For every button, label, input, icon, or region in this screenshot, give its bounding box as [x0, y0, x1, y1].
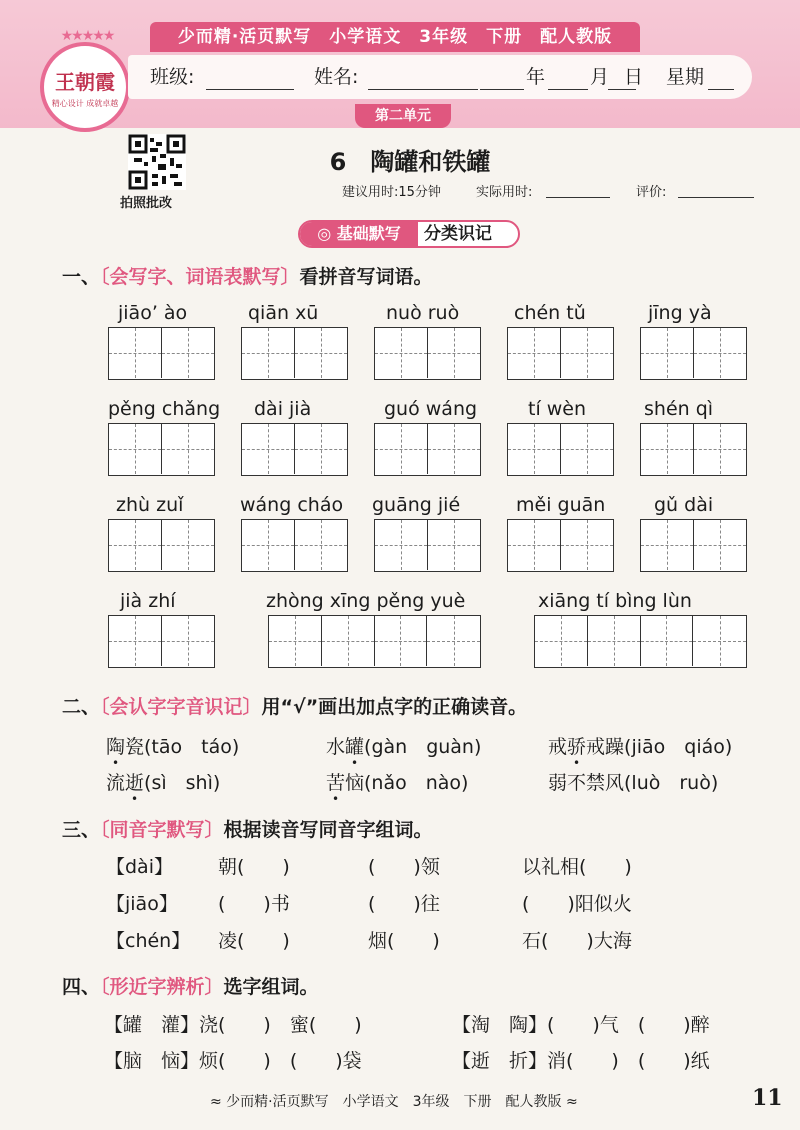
- pinyin: jià zhí: [120, 590, 176, 612]
- q1-heading: [62, 262, 433, 289]
- writing-grid[interactable]: [108, 519, 215, 572]
- lesson-title: 6 陶罐和铁罐: [329, 148, 491, 176]
- q4-tag: 〔形近字辨析〕: [100, 976, 224, 998]
- q4-number: 四、: [62, 976, 101, 998]
- pinyin: gǔ dài: [654, 494, 714, 516]
- pinyin: pěng chǎng: [108, 398, 221, 420]
- homophone-blank[interactable]: ( )往: [368, 893, 440, 915]
- name-field[interactable]: [368, 89, 478, 90]
- writing-grid[interactable]: [507, 423, 614, 476]
- writing-grid[interactable]: [507, 519, 614, 572]
- reading-item[interactable]: 流逝(sì shì): [106, 772, 221, 794]
- writing-grid[interactable]: [534, 615, 747, 668]
- pinyin: dài jià: [254, 398, 312, 420]
- pinyin: qiān xū: [248, 302, 319, 324]
- writing-grid[interactable]: [108, 327, 215, 380]
- homophone-blank[interactable]: 朝( ): [218, 856, 290, 878]
- q3-instruction: 根据读音写同音字组词。: [223, 819, 433, 841]
- year-label: 年: [526, 66, 546, 88]
- pinyin: zhòng xīng pěng yuè: [266, 590, 466, 612]
- pinyin: guāng jié: [372, 494, 461, 516]
- writing-grid[interactable]: [108, 423, 215, 476]
- homophone-label: 【dài】: [106, 856, 173, 878]
- page-footer: ≈ 少而精·活页默写 小学语文 3年级 下册 配人教版 ≈: [210, 1094, 578, 1110]
- q2-tag: 〔会认字字音识记〕: [100, 696, 262, 718]
- month-field[interactable]: [548, 89, 588, 90]
- homophone-blank[interactable]: ( )领: [368, 856, 440, 878]
- logo-subtitle: 精心设计 成就卓越: [51, 99, 119, 108]
- writing-grid[interactable]: [374, 423, 481, 476]
- qr-label: 拍照批改: [120, 196, 173, 211]
- similar-char-item[interactable]: 【罐 灌】浇( ) 蜜( ): [104, 1014, 362, 1036]
- weekday-field[interactable]: [708, 89, 734, 90]
- month-label: 月: [590, 66, 610, 88]
- section-badge: [298, 220, 520, 248]
- pinyin: nuò ruò: [386, 302, 460, 324]
- actual-time-field[interactable]: [546, 197, 610, 198]
- q3-number: 三、: [62, 819, 101, 841]
- pinyin: jiāo’ ào: [118, 302, 188, 324]
- unit-tab: 第二单元: [355, 104, 451, 128]
- pinyin: jīng yà: [648, 302, 712, 324]
- day-label: 日: [624, 66, 644, 88]
- writing-grid[interactable]: [640, 327, 747, 380]
- q3-heading: [62, 815, 433, 842]
- pinyin: xiāng tí bìng lùn: [538, 590, 692, 612]
- homophone-blank[interactable]: 石( )大海: [522, 930, 632, 952]
- writing-grid[interactable]: [241, 423, 348, 476]
- dotted-char: 骄: [567, 736, 587, 758]
- pinyin: guó wáng: [384, 398, 478, 420]
- q3-tag: 〔同音字默写〕: [100, 819, 224, 841]
- q4-heading: [62, 972, 319, 999]
- pinyin: měi guān: [516, 494, 606, 516]
- homophone-blank[interactable]: 烟( ): [368, 930, 440, 952]
- rating-label: 评价:: [636, 185, 667, 200]
- pinyin: tí wèn: [528, 398, 587, 420]
- similar-char-item[interactable]: 【淘 陶】( )气 ( )醉: [452, 1014, 710, 1036]
- suggested-time: 建议用时:15分钟: [342, 185, 441, 200]
- writing-grid[interactable]: [268, 615, 481, 668]
- homophone-blank[interactable]: ( )书: [218, 893, 290, 915]
- q2-heading: [62, 692, 527, 719]
- homophone-label: 【chén】: [106, 930, 191, 952]
- homophone-label: 【jiāo】: [106, 893, 178, 915]
- writing-grid[interactable]: [241, 327, 348, 380]
- reading-item[interactable]: 苦恼(nǎo nào): [326, 772, 469, 794]
- writing-grid[interactable]: [374, 327, 481, 380]
- writing-grid[interactable]: [640, 519, 747, 572]
- dotted-char: 陶: [106, 736, 126, 758]
- reading-item[interactable]: 陶瓷(tāo táo): [106, 736, 240, 758]
- q1-number: 一、: [62, 266, 101, 288]
- year-field[interactable]: [480, 89, 524, 90]
- similar-char-item[interactable]: 【脑 恼】烦( ) ( )袋: [104, 1050, 362, 1072]
- class-field[interactable]: [206, 89, 294, 90]
- medal-icon: ◎: [317, 224, 332, 243]
- crown-icon: ★★★★★: [60, 28, 114, 44]
- student-info-bar: [128, 55, 752, 99]
- pinyin: wáng cháo: [240, 494, 344, 516]
- page-number: 11: [752, 1085, 783, 1111]
- writing-grid[interactable]: [640, 423, 747, 476]
- q1-tag: 〔会写字、词语表默写〕: [100, 266, 300, 288]
- dotted-char: 苦: [326, 772, 346, 794]
- badge-left-label: 基础默写: [336, 224, 401, 243]
- homophone-blank[interactable]: 以礼相( ): [522, 856, 632, 878]
- writing-grid[interactable]: [507, 327, 614, 380]
- writing-grid[interactable]: [374, 519, 481, 572]
- weekday-label: 星期: [666, 66, 705, 88]
- q1-instruction: 看拼音写词语。: [299, 266, 433, 288]
- badge-basic: [300, 222, 418, 246]
- pinyin: chén tǔ: [514, 302, 586, 324]
- writing-grid[interactable]: [108, 615, 215, 668]
- class-label: 班级:: [150, 66, 195, 88]
- qr-code-icon[interactable]: [128, 134, 186, 190]
- dotted-char: 罐: [345, 736, 365, 758]
- badge-right-label: 分类识记: [424, 224, 492, 244]
- reading-item[interactable]: 戒骄戒躁(jiāo qiáo): [548, 736, 733, 758]
- brand-logo: [40, 28, 130, 132]
- q2-instruction: 用“√”画出加点字的正确读音。: [261, 696, 528, 718]
- homophone-blank[interactable]: ( )阳似火: [522, 893, 632, 915]
- writing-grid[interactable]: [241, 519, 348, 572]
- logo-text: 王朝霞: [55, 70, 115, 94]
- name-label: 姓名:: [314, 66, 359, 88]
- q4-instruction: 选字组词。: [223, 976, 319, 998]
- reading-item[interactable]: 水罐(gàn guàn): [326, 736, 482, 758]
- reading-item[interactable]: 弱不禁风(luò ruò): [548, 772, 719, 794]
- pinyin: zhù zuǐ: [116, 494, 184, 516]
- q2-number: 二、: [62, 696, 101, 718]
- pinyin: shén qì: [644, 398, 714, 420]
- actual-time-label: 实际用时:: [476, 185, 533, 200]
- similar-char-item[interactable]: 【逝 折】消( ) ( )纸: [452, 1050, 710, 1072]
- rating-field[interactable]: [678, 197, 754, 198]
- dotted-char: 逝: [125, 772, 145, 794]
- series-title: 少而精·活页默写 小学语文 3年级 下册 配人教版: [150, 22, 640, 52]
- homophone-blank[interactable]: 凌( ): [218, 930, 290, 952]
